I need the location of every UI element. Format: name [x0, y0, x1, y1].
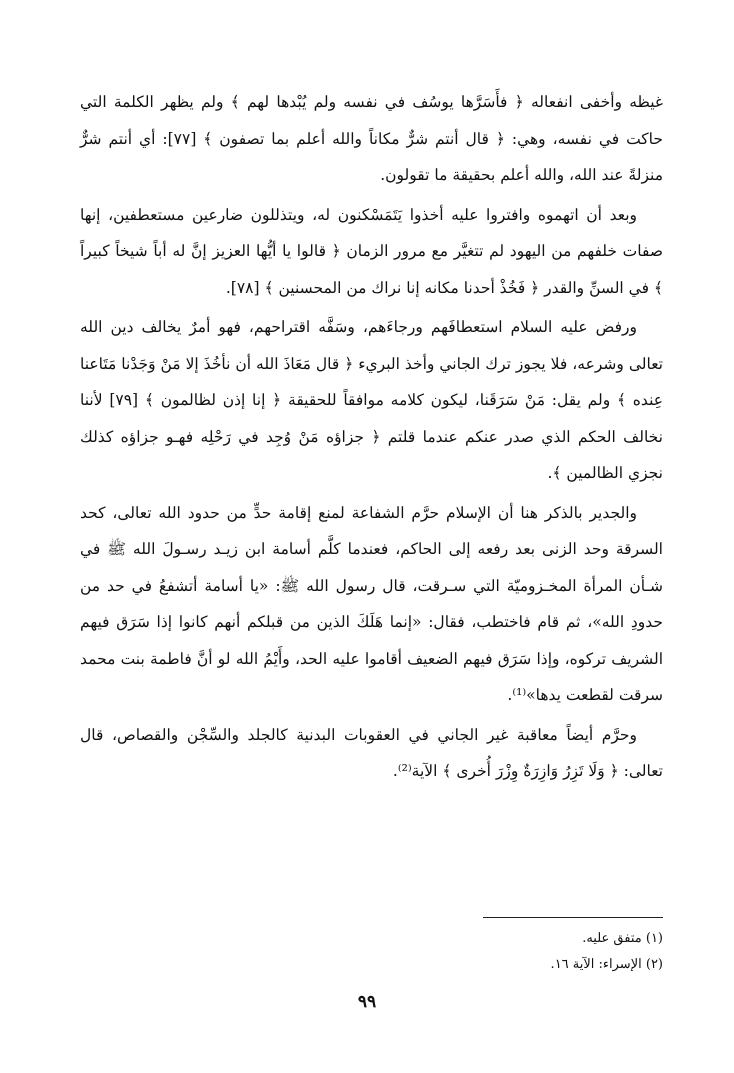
footnotes: [80, 926, 663, 978]
paragraph-2: وبعد أن اتهموه وافتروا عليه أخذوا يَتَمَسْكنون له، ويتذللون ضارعين مستعطفين، إنها صفات خلفهم من اليهود لم تتغيَّر مع مرور الزمان ﴿ قالوا يا أيُّها العزيز إنَّ له أباً شيخاً كبيراً ﴾ في السنِّ والقدر ﴿ فَخُذْ أحدنا مكانه إنا نراك من المحسنين ﴾ [٧٨].: [80, 205, 663, 297]
paragraph-1: غيظه وأخفى انفعاله ﴿ فأَسَرَّها يوسُف في نفسه ولم يُبْدها لهم ﴾ ولم يظهر الكلمة التي حاكت في نفسه، وهي: ﴿ قال أنتم شرٌّ مكاناً والله أعلم بما تصفون ﴾ [٧٧]: أي أنتم شرٌّ منزلةً عند الله، والله أعلم بحقيقة ما تقولون.: [80, 93, 663, 184]
paragraph-4: والجدير بالذكر هنا أن الإسلام حرَّم الشفاعة لمنع إقامة حدٍّ من حدود الله تعالى، كحد السرقة وحد الزنى بعد رفعه إلى الحاكم، فعندما كلَّم أسامة ابن زيـد رسـولَ الله ﷺ في شـأن المرأة المخـزوميّة التي سـرقت، قال رسول الله ﷺ: «يا أسامة أتشفعُ في حد من حدودِ الله»، ثم قام فاختطب، فقال: «إنما هَلَكَ الذين من قبلكم أنهم كانوا إذا سَرَق فيهم الشريف تركوه، وإذا سَرَق فيهم الضعيف أقاموا عليه الحد، وأَيْمُ الله لو أنَّ فاطمة بنت محمد سرقت لقطعت يدها»⁽¹⁾.: [80, 503, 663, 704]
footnote-2: (٢) الإسراء: الآية ١٦.: [550, 957, 663, 972]
page-number: ٩٩: [357, 992, 377, 1012]
paragraph-3: ورفض عليه السلام استعطافَهم ورجاءَهم، وسَفَّه اقتراحهم، فهو أمرٌ يخالف دين الله تعالى وشرعه، فلا يجوز ترك الجاني وأخذ البريء ﴿ قال مَعَاذَ الله أن نأخُذَ إلا مَنْ وَجَدْنا مَتَاعنا عِنده ﴾ ولم يقل: مَنْ سَرَقَنا، ليكون كلامه موافقاً للحقيقة ﴿ إنا إذن لظالمون ﴾ [٧٩] لأننا نخالف الحكم الذي صدر عنكم عندما قلتم ﴿ جزاؤه مَنْ وُجِد في رَحْلِه فهـو جزاؤه كذلك نجزي الظالمين ﴾.: [80, 318, 663, 482]
footnote-separator: [483, 917, 663, 918]
main-text: [80, 84, 663, 790]
footnote-1: (١) متفق عليه.: [582, 931, 663, 946]
paragraph-5: وحرَّم أيضاً معاقبة غير الجاني في العقوبات البدنية كالجلد والسِّجْن والقصاص، قال تعالى: ﴿ وَلَا تَزِرُ وَازِرَةٌ وِزْرَ أُخرى ﴾ الآية⁽²⁾.: [80, 725, 663, 780]
